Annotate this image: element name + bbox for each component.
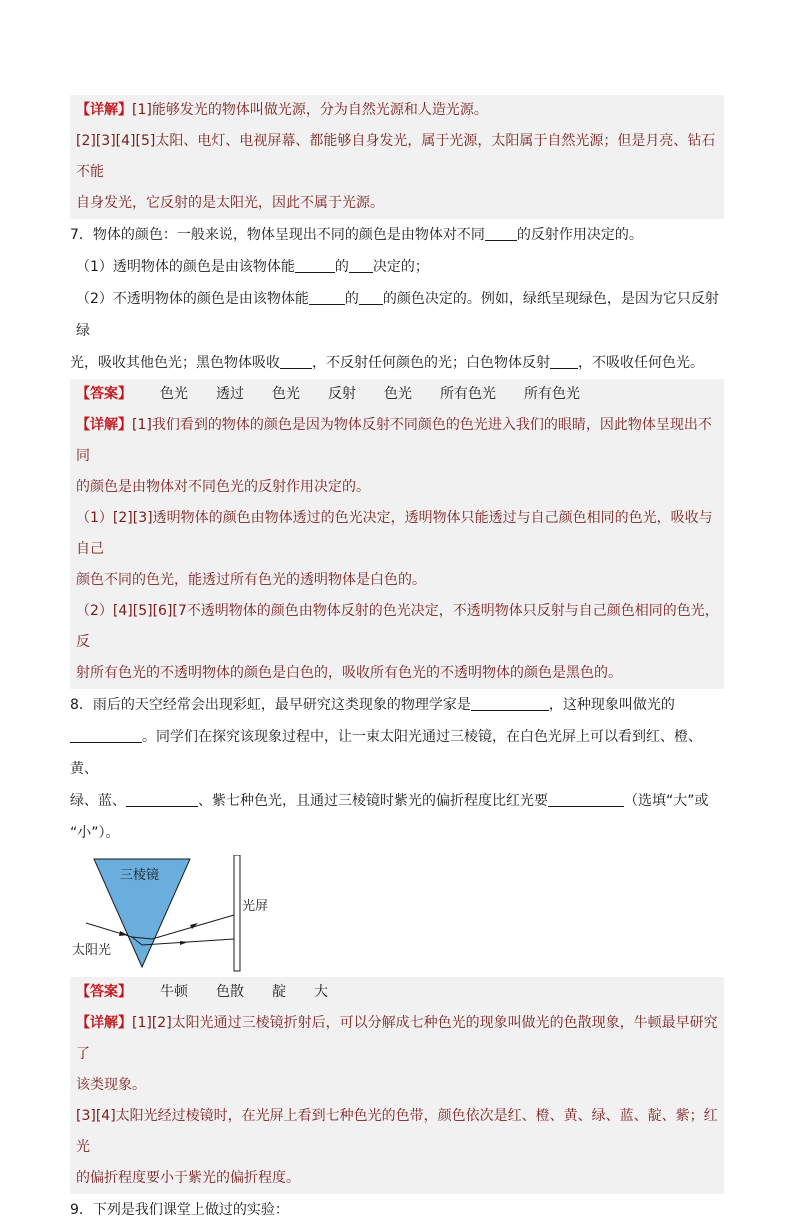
light-screen — [234, 855, 240, 971]
q8-blank-4 — [548, 792, 624, 807]
q7-blank-6 — [280, 354, 312, 369]
q7-sub1 — [70, 251, 724, 283]
q8-blank-3 — [126, 792, 198, 807]
prev-detail-block — [70, 95, 724, 219]
prism-label: 三棱镜 — [120, 868, 160, 883]
q7-sub2-text-2: 的 — [344, 291, 359, 307]
q7-answer-5: 色光 — [384, 386, 412, 402]
q7-sub2-text: （2）不透明物体的颜色是由该物体能 — [76, 291, 309, 307]
q8-answer-3: 靛 — [272, 984, 286, 1000]
prev-detail-line-2: [2][3][4][5]太阳、电灯、电视屏幕、都能够自身发光，属于光源，太阳属于自然光源；但是月亮、钻石不能 — [76, 133, 716, 180]
q7-blank-3 — [349, 258, 373, 273]
q7-detail-line-5: （2）[4][5][6][7不透明物体的颜色由物体反射的色光决定，不透明物体只反射与自己颜色相同的色光，反 — [76, 603, 719, 650]
q7-sub2-text-3: 的颜色决定的。例如，绿纸呈现绿色，是因为它只反射绿 — [76, 291, 719, 339]
q7-sub1-text: （1）透明物体的颜色是由该物体能 — [76, 259, 295, 275]
q7-detail-line-4: 颜色不同的色光，能透过所有色光的透明物体是白色的。 — [76, 572, 426, 588]
q7-answer-1: 色光 — [160, 386, 188, 402]
q8-answer-4: 大 — [314, 984, 328, 1000]
detail-text: [1][2]太阳光通过三棱镜折射后，可以分解成七种色光的现象叫做光的色散现象，牛顿最早研究了 — [76, 1015, 718, 1062]
prev-detail-line-3: 自身发光，它反射的是太阳光，因此不属于光源。 — [76, 195, 384, 211]
q8-answer-line — [70, 977, 724, 1008]
answer-tag: 【答案】 — [76, 386, 132, 402]
q8-stem-text: 8．雨后的天空经常会出现彩虹，最早研究这类现象的物理学家是 — [70, 697, 471, 713]
q7-answer-block — [70, 379, 724, 689]
q8-stem-text-2: ，这种现象叫做光的 — [548, 697, 675, 713]
q8-blank-1 — [471, 696, 549, 711]
q7-answer-4: 反射 — [328, 386, 356, 402]
q7-sub1-text-3: 决定的； — [372, 259, 429, 275]
answer-tag: 【答案】 — [76, 984, 132, 1000]
prism-figure — [70, 855, 280, 975]
q8-stem-line-1 — [70, 689, 724, 721]
q8-stem-text-4: 绿、蓝、 — [70, 793, 126, 809]
q7-stem — [70, 219, 724, 251]
q8-stem-text-5: 、紫七种色光，且通过三棱镜时紫光的偏折程度比红光要 — [198, 793, 548, 809]
q7-detail-line-3: （1）[2][3]透明物体的颜色由物体透过的色光决定，透明物体只能透过与自己颜色相同的色光，吸收与自己 — [76, 510, 713, 557]
q8-answer-1: 牛顿 — [160, 984, 188, 1000]
q9-stem: 9．下列是我们课堂上做过的实验： — [70, 1202, 289, 1218]
detail-tag: 【详解】 — [76, 417, 132, 433]
q7-sub2-text-4: 光，吸收其他色光；黑色物体吸收 — [70, 355, 280, 371]
q8-detail-line-4: 的偏折程度要小于紫光的偏折程度。 — [76, 1170, 300, 1186]
prev-detail-line-1 — [70, 95, 724, 126]
q7-answer-7: 所有色光 — [524, 386, 580, 402]
q8-stem-line-4: “小”）。 — [70, 825, 120, 841]
q8-answer-block — [70, 977, 724, 1194]
q7-answer-3: 色光 — [272, 386, 300, 402]
q7-stem-text-2: 的反射作用决定的。 — [516, 227, 643, 243]
q7-blank-7 — [550, 354, 578, 369]
q7-detail-line-6: 射所有色光的不透明物体的颜色是白色的，吸收所有色光的不透明物体的颜色是黑色的。 — [76, 665, 622, 681]
q7-stem-text: 7．物体的颜色：一般来说，物体呈现出不同的颜色是由物体对不同 — [70, 227, 485, 243]
q8-stem-line-3 — [70, 785, 724, 817]
q8-answer-2: 色散 — [216, 984, 244, 1000]
q7-answer-line — [70, 379, 724, 410]
q7-sub2-text-5: ，不反射任何颜色的光；白色物体反射 — [312, 355, 550, 371]
q7-sub1-text-2: 的 — [334, 259, 349, 275]
detail-text: [1]能够发光的物体叫做光源，分为自然光源和人造光源。 — [132, 102, 488, 118]
screen-label: 光屏 — [242, 899, 269, 914]
q7-blank-1 — [485, 226, 517, 241]
q7-detail-line-1 — [70, 410, 724, 472]
q7-answer-2: 透过 — [216, 386, 244, 402]
document-page — [70, 95, 724, 1226]
q8-stem-text-6: （选填“大”或 — [624, 793, 709, 809]
q7-blank-5 — [359, 290, 383, 305]
q7-sub2-line-2 — [70, 347, 724, 379]
q7-blank-2 — [295, 258, 335, 273]
q8-stem-line-2 — [70, 721, 724, 785]
q7-sub2-line-1 — [70, 283, 724, 347]
q8-stem-text-3: 。同学们在探究该现象过程中，让一束太阳光通过三棱镜，在白色光屏上可以看到红、橙、黄、 — [70, 729, 702, 777]
detail-tag: 【详解】 — [76, 1015, 132, 1031]
sunlight-label: 太阳光 — [72, 943, 112, 958]
q7-sub2-text-6: ，不吸收任何色光。 — [578, 355, 704, 371]
q8-detail-line-3: [3][4]太阳光经过棱镜时，在光屏上看到七种色光的色带，颜色依次是红、橙、黄、绿、蓝、靛、紫；红光 — [76, 1108, 718, 1155]
detail-tag: 【详解】 — [76, 102, 132, 118]
q7-answer-6: 所有色光 — [440, 386, 496, 402]
q8-blank-2 — [70, 728, 142, 743]
q8-detail-line-1 — [70, 1008, 724, 1070]
q7-detail-line-2: 的颜色是由物体对不同色光的反射作用决定的。 — [76, 479, 370, 495]
q7-blank-4 — [309, 290, 345, 305]
detail-text: [1]我们看到的物体的颜色是因为物体反射不同颜色的色光进入我们的眼睛，因此物体呈现出不同 — [76, 417, 712, 464]
q8-detail-line-2: 该类现象。 — [76, 1077, 146, 1093]
